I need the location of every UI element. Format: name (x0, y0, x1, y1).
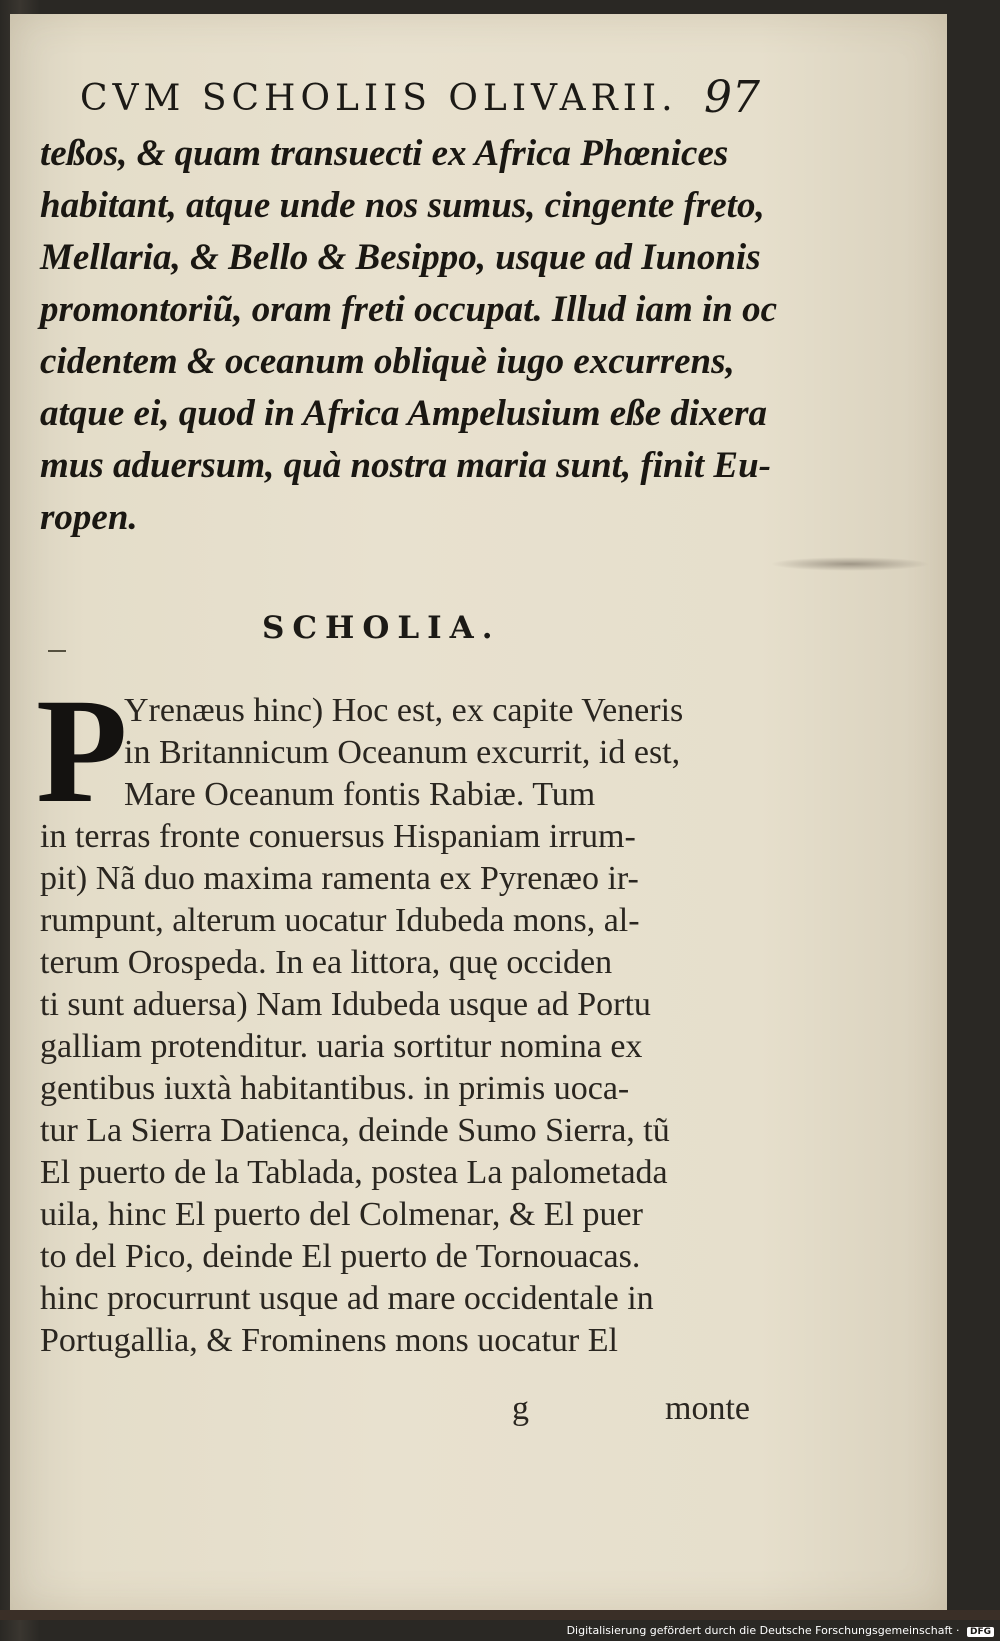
page-edge-shadow (0, 1610, 1000, 1620)
text-line: promontoriũ, oram freti occupat. Illud iam in oc (40, 289, 778, 330)
text-line: ti sunt aduersa) Nam Idubeda usque ad Portu (40, 986, 651, 1023)
text-line: in Britannicum Oceanum excurrit, id est, (124, 734, 681, 771)
text-line: gentibus iuxtà habitantibus. in primis uoca- (40, 1070, 630, 1107)
scholia-heading: SCHOLIA. (262, 610, 501, 646)
text-line: uila, hinc El puerto del Colmenar, & El puer (40, 1196, 643, 1233)
text-line: Mare Oceanum fontis Rabiæ. Tum (124, 776, 596, 813)
margin-mark (48, 650, 66, 652)
text-line: Yrenæus hinc) Hoc est, ex capite Veneris (124, 692, 684, 729)
digitization-credit (567, 1624, 994, 1637)
ink-smudge (770, 557, 930, 571)
text-line: atque ei, quod in Africa Ampelusium eße dixera (40, 393, 767, 434)
text-line: terum Orospeda. In ea littora, quę occiden (40, 944, 613, 981)
text-line: tur La Sierra Datienca, deinde Sumo Sierra, tũ (40, 1112, 670, 1149)
text-line: rumpunt, alterum uocatur Idubeda mons, al- (40, 902, 640, 939)
text-line: mus aduersum, quà nostra maria sunt, finit Eu- (40, 445, 772, 486)
signature-mark: g (512, 1390, 529, 1427)
scholia-text (40, 690, 760, 1362)
text-line: hinc procurrunt usque ad mare occidentale in (40, 1280, 654, 1317)
text-line: Mellaria, & Bello & Besippo, usque ad Iunonis (40, 237, 761, 278)
text-line: to del Pico, deinde El puerto de Tornouacas. (40, 1238, 641, 1275)
text-line: El puerto de la Tablada, postea La palometada (40, 1154, 668, 1191)
main-text (40, 128, 778, 544)
page-number: 97 (704, 72, 760, 123)
text-line: in terras fronte conuersus Hispaniam irrum- (40, 818, 636, 855)
text-line: pit) Nã duo maxima ramenta ex Pyrenæo ir- (40, 860, 639, 897)
text-line: teßos, & quam transuecti ex Africa Phœnices (40, 133, 729, 174)
drop-cap: P (36, 668, 128, 834)
catchword: monte (665, 1390, 750, 1427)
text-line: ropen. (40, 497, 138, 538)
text-line: Portugallia, & Frominens mons uocatur El (40, 1322, 618, 1359)
credit-text: Digitalisierung gefördert durch die Deutsche Forschungsgemeinschaft · (566, 1624, 960, 1637)
text-line: galliam protenditur. uaria sortitur nomina ex (40, 1028, 643, 1065)
text-line: cidentem & oceanum obliquè iugo excurrens, (40, 341, 735, 382)
dfg-logo: DFG (967, 1627, 994, 1637)
text-line: habitant, atque unde nos sumus, cingente freto, (40, 185, 765, 226)
page-header (80, 72, 760, 128)
running-head: CVM SCHOLIIS OLIVARII. (80, 78, 678, 119)
catchword-row (40, 1390, 760, 1434)
